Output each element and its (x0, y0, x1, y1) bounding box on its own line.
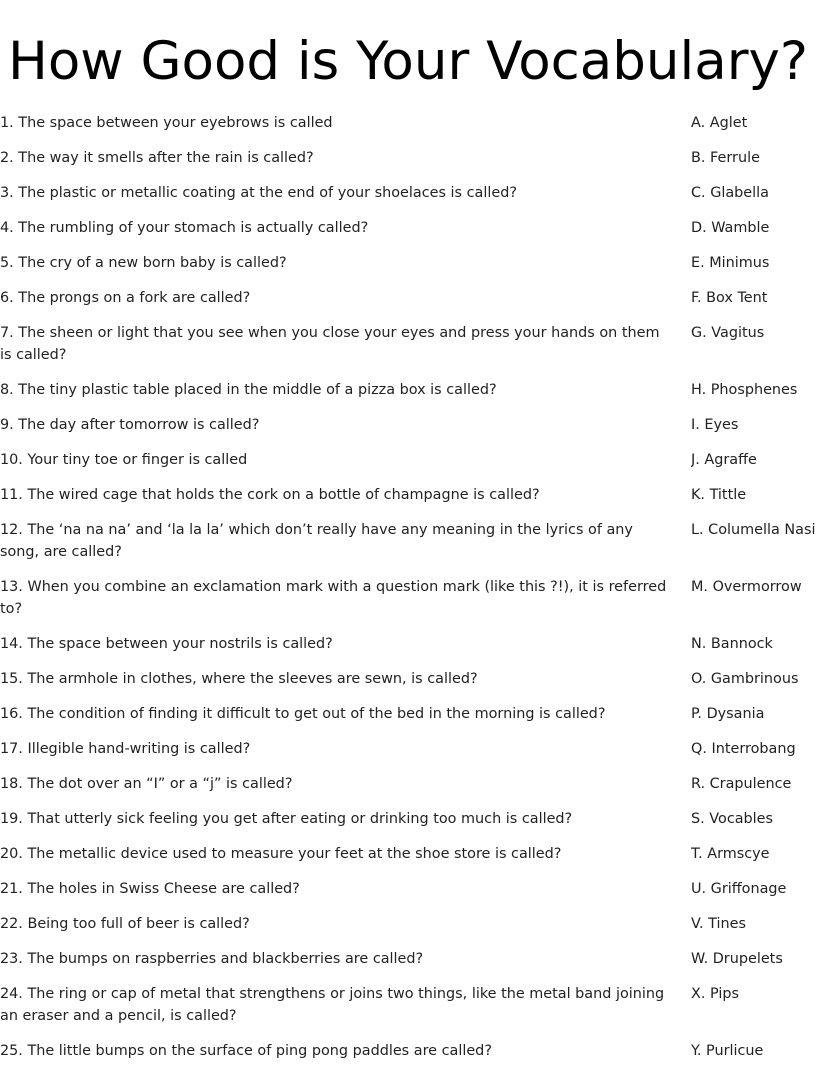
answer-option: A. Aglet (691, 115, 748, 131)
list-item (0, 109, 816, 144)
answer-option: U. Griffonage (691, 881, 787, 897)
list-item (0, 446, 816, 481)
answer-option: F. Box Tent (691, 290, 768, 306)
question-list (0, 109, 816, 1072)
question-text: 21. The holes in Swiss Cheese are called? (0, 881, 300, 897)
list-item (0, 910, 816, 945)
answer-option: P. Dysania (691, 706, 765, 722)
page-title: How Good is Your Vocabulary? (8, 31, 808, 92)
question-text: 5. The cry of a new born baby is called? (0, 255, 287, 271)
answer-option: S. Vocables (691, 811, 774, 827)
list-item (0, 376, 816, 411)
answer-option: J. Agraffe (691, 452, 757, 468)
answer-option: I. Eyes (691, 417, 739, 433)
question-text: 8. The tiny plastic table placed in the middle of a pizza box is called? (0, 382, 497, 398)
answer-option: M. Overmorrow (691, 579, 802, 595)
list-item (0, 630, 816, 665)
answer-option: N. Bannock (691, 636, 773, 652)
answer-option: C. Glabella (691, 185, 769, 201)
question-text: 2. The way it smells after the rain is called? (0, 150, 314, 166)
question-text: 23. The bumps on raspberries and blackberries are called? (0, 951, 424, 967)
question-text: 18. The dot over an “I” or a “j” is called? (0, 776, 293, 792)
list-item (0, 144, 816, 179)
question-text: 15. The armhole in clothes, where the sleeves are sewn, is called? (0, 671, 478, 687)
answer-option: G. Vagitus (691, 325, 765, 341)
list-item (0, 1037, 816, 1072)
question-text: 4. The rumbling of your stomach is actually called? (0, 220, 369, 236)
answer-option: Y. Purlicue (691, 1043, 764, 1059)
list-item (0, 573, 816, 630)
question-text: 6. The prongs on a fork are called? (0, 290, 251, 306)
list-item (0, 179, 816, 214)
list-item (0, 875, 816, 910)
answer-option: V. Tines (691, 916, 746, 932)
answer-option: H. Phosphenes (691, 382, 798, 398)
answer-option: E. Minimus (691, 255, 770, 271)
answer-option: B. Ferrule (691, 150, 760, 166)
answer-option: T. Armscye (691, 846, 770, 862)
question-text: 24. The ring or cap of metal that strengthens or joins two things, like the metal band joining an eraser and a pencil, is called? (0, 986, 665, 1024)
list-item (0, 411, 816, 446)
list-item (0, 214, 816, 249)
list-item (0, 770, 816, 805)
answer-option: O. Gambrinous (691, 671, 799, 687)
answer-option: W. Drupelets (691, 951, 783, 967)
answer-option: R. Crapulence (691, 776, 792, 792)
list-item (0, 840, 816, 875)
list-item (0, 735, 816, 770)
question-text: 22. Being too full of beer is called? (0, 916, 250, 932)
list-item (0, 249, 816, 284)
list-item (0, 980, 816, 1037)
question-text: 25. The little bumps on the surface of ping pong paddles are called? (0, 1043, 492, 1059)
answer-option: L. Columella Nasi (691, 522, 816, 538)
list-item (0, 284, 816, 319)
question-text: 11. The wired cage that holds the cork on a bottle of champagne is called? (0, 487, 540, 503)
question-text: 3. The plastic or metallic coating at the end of your shoelaces is called? (0, 185, 517, 201)
question-text: 20. The metallic device used to measure your feet at the shoe store is called? (0, 846, 562, 862)
question-text: 19. That utterly sick feeling you get after eating or drinking too much is called? (0, 811, 573, 827)
list-item (0, 481, 816, 516)
question-text: 9. The day after tomorrow is called? (0, 417, 260, 433)
question-text: 12. The ‘na na na’ and ‘la la la’ which don’t really have any meaning in the lyrics of any song, are called? (0, 522, 633, 560)
list-item (0, 665, 816, 700)
question-text: 14. The space between your nostrils is called? (0, 636, 333, 652)
list-item (0, 945, 816, 980)
answer-option: X. Pips (691, 986, 739, 1002)
answer-option: K. Tittle (691, 487, 747, 503)
question-text: 16. The condition of finding it difficult to get out of the bed in the morning is called? (0, 706, 606, 722)
answer-option: D. Wamble (691, 220, 770, 236)
question-text: 1. The space between your eyebrows is called (0, 115, 333, 131)
list-item (0, 516, 816, 573)
list-item (0, 319, 816, 376)
question-text: 7. The sheen or light that you see when you close your eyes and press your hands on them is called? (0, 325, 660, 363)
question-text: 13. When you combine an exclamation mark with a question mark (like this ?!), it is referred to? (0, 579, 667, 617)
list-item (0, 805, 816, 840)
list-item (0, 700, 816, 735)
question-text: 10. Your tiny toe or finger is called (0, 452, 248, 468)
answer-option: Q. Interrobang (691, 741, 796, 757)
question-text: 17. Illegible hand-writing is called? (0, 741, 251, 757)
